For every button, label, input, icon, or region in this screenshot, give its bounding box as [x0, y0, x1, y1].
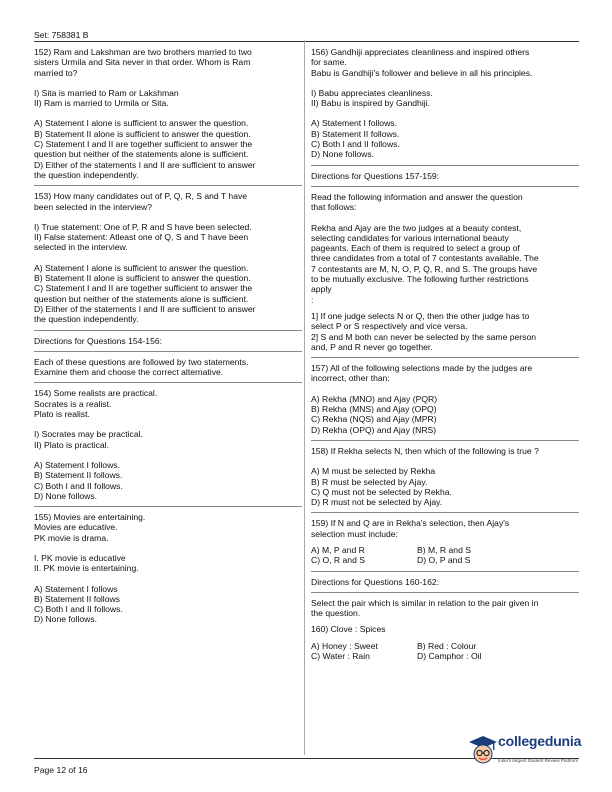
directions-160-162: Directions for Questions 160-162: Select the pair which is similar in relation to the pair given in the question. [311, 577, 579, 619]
option-row: A) M, P and R B) M, R and S [311, 544, 471, 555]
question-160: 160) Clove : Spices A) Honey : Sweet B) Red : Colour C) Water : Rain D) Camphor : Oil [311, 624, 579, 661]
statement: II) Plato is practical. [34, 439, 109, 450]
logo-wordmark: collegedunia [498, 733, 582, 749]
question-152 [34, 47, 302, 180]
left-column [34, 47, 302, 625]
question-separator [311, 571, 579, 572]
directions-heading: Directions for Questions 157-159: [311, 170, 440, 181]
passage: Rekha and Ajay are the two judges at a beauty contest, selecting candidates for various international beauty pageants. Each of them is required to select a group of three candidates from a total of 7 contestants available. The 7 contestants are M, N, O, P, Q, R, and S. The groups have to be mutually exclusive. The following further restrictions apply : [311, 222, 539, 305]
question-separator [311, 357, 579, 358]
question-separator [311, 165, 579, 166]
question-separator [311, 512, 579, 513]
statement: II. PK movie is entertaining. [34, 563, 139, 574]
question-stem: 152) Ram and Lakshman are two brothers married to two sisters Urmila and Sita never in that order. Whom is Ram married to? [34, 47, 252, 78]
column-divider [304, 40, 305, 755]
rule: select P or S respectively and vice versa. [311, 321, 468, 332]
question-155: 155) Movies are entertaining. Movies are educative. PK movie is drama. I. PK movie is educative II. PK movie is entertaining. A) Statement I follows B) Statement II follows C) Both I and II follows. D) None follows. [34, 512, 302, 625]
statement: II) Ram is married to Urmila or Sita. [34, 98, 169, 109]
question-157: 157) All of the following selections made by the judges are incorrect, other than: A) Rekha (MNO) and Ajay (PQR) B) Rekha (MNS) and Ajay (OPQ) C) Rekha (NQS) and Ajay (MPR) D) Rekha (OPQ) and Ajay (NRS) [311, 363, 533, 435]
question-159: 159) If N and Q are in Rekha's selection, then Ajay's selection must include: A) M, P and R B) M, R and S C) O, R and S D) O, P and S [311, 518, 579, 565]
question-153: 153) How many candidates out of P, Q, R, S and T have been selected in the interview? I) True statement: One of P, R and S have been selected. II) False statement: Atleast one of Q, S and T have been selected in the interview. A) Statement I alone is sufficient to answer the question. B) Statement II alone is sufficient to answer the question. C) Statement I and II are together sufficient to answer the question but neither of the statements alone is sufficient. D) Either of the statements I and II are sufficient to answer the question independently. [34, 191, 302, 324]
statement: I. PK movie is educative [34, 552, 126, 563]
options: A) Statement I alone is sufficient to answer the question. B) Statement II alone is sufficient to answer the question. C) Statement I and II are together sufficient to answer the question but neither of the statements alone is sufficient. D) Either of the statements I and II are sufficient to answer the question independently. [34, 262, 256, 325]
page-number: Page 12 of 16 [34, 765, 88, 775]
directions-separator [311, 186, 579, 187]
question-158: 158) If Rekha selects N, then which of the following is true ? A) M must be selected by Rekha B) R must be selected by Ajay. C) Q must not be selected by Rekha. D) R must not be selected by Ajay. [311, 445, 539, 508]
option-row: C) Water : Rain D) Camphor : Oil [311, 651, 482, 662]
collegedunia-logo [468, 732, 596, 772]
question-154: 154) Some realists are practical. Socrates is a realist. Plato is realist. I) Socrates may be practical. II) Plato is practical. A) Statement I follows. B) Statement II follows. C) Both I and II follows. D) None follows. [34, 388, 302, 501]
question-separator [34, 185, 302, 186]
statement: selected in the interview. [34, 242, 128, 253]
question-separator [311, 440, 579, 441]
option-row: C) O, R and S D) O, P and S [311, 555, 471, 566]
graduate-mascot-icon [468, 734, 498, 770]
directions-separator [311, 592, 579, 593]
question-156: 156) Gandhiji appreciates cleanliness and inspired others for same. Babu is Gandhiji's follower and believe in all his principles. I) Babu appreciates cleanliness. II) Babu is inspired by Gandhiji. A) Statement I follows. B) Statement II follows. C) Both I and II follows. D) None follows. [311, 47, 579, 160]
rule: and, P and R never go together. [311, 341, 433, 352]
statement: I) Socrates may be practical. [34, 429, 143, 440]
set-label: Set: 758381 B [34, 30, 89, 40]
option-row: A) Honey : Sweet B) Red : Colour [311, 640, 477, 651]
right-column [311, 47, 579, 661]
statement: I) True statement: One of P, R and S have been selected. [34, 221, 252, 232]
directions-157-159: Directions for Questions 157-159: Read the following information and answer the question that follows: Rekha and Ajay are the two judges at a beauty contest, selecting candidates for various international beauty pageants. Each of them is required to select a group of three candidates from a total of 7 contestants available. The 7 contestants are M, N, O, P, Q, R, and S. The groups have to be mutually exclusive. The following further restrictions apply : 1] If one judge selects N or Q, then the other judge has to select P or S respectively and vice versa. 2] S and M both can never be selected by the same person and, P and R never go together. [311, 171, 579, 352]
rule: 2] S and M both can never be selected by the same person [311, 331, 537, 342]
directions-heading: Directions for Questions 160-162: [311, 576, 440, 587]
top-rule [34, 41, 579, 42]
question-separator [34, 382, 302, 383]
directions-154-156: Directions for Questions 154-156: Each of these questions are followed by two statements. Examine them and choose the correct alternative. [34, 336, 302, 378]
directions-separator [34, 351, 302, 352]
statement: I) Sita is married to Ram or Lakshman [34, 87, 179, 98]
statement: II) Babu is inspired by Gandhiji. [311, 98, 430, 109]
question-separator [34, 506, 302, 507]
options: A) Statement I alone is sufficient to answer the question. B) Statement II alone is sufficient to answer the question. C) Statement I and II are together sufficient to answer the question but neither of the statements alone is sufficient. D) Either of the statements I and II are sufficient to answer the question independently. [34, 118, 256, 180]
statement: I) Babu appreciates cleanliness. [311, 87, 433, 98]
logo-tagline: India's largest Student Review Platform [498, 758, 579, 763]
directions-heading: Directions for Questions 154-156: [34, 335, 163, 346]
rule: 1] If one judge selects N or Q, then the other judge has to [311, 310, 530, 321]
statement: II) False statement: Atleast one of Q, S and T have been [34, 232, 249, 243]
question-separator [34, 330, 302, 331]
